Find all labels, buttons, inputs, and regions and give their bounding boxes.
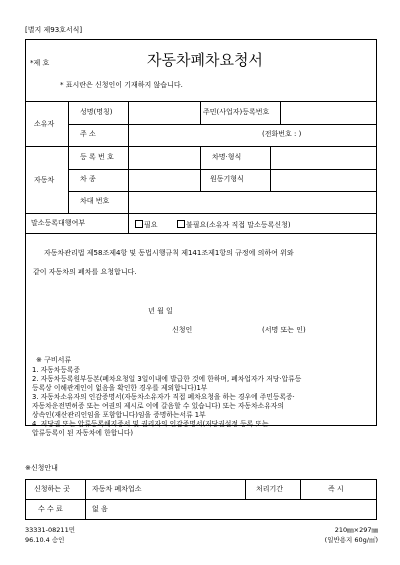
- period-value: 즉 시: [328, 485, 344, 493]
- fee-value: 없 음: [92, 505, 108, 513]
- checkbox-need[interactable]: [135, 220, 143, 228]
- note-text: * 표시란은 신청인이 기재하지 않습니다.: [60, 81, 183, 89]
- date-line: 년 월 일: [148, 307, 173, 315]
- period-label: 처리기간: [256, 485, 284, 493]
- number-label: *제 호: [30, 59, 50, 67]
- place-value: 자동차 폐차업소: [92, 485, 142, 493]
- doc-line-6: 상속인(재산관리인임을 포함합니다)임을 증명하는서류 1부: [32, 411, 206, 419]
- address-label: 주 소: [80, 130, 96, 138]
- fee-label: 수 수 료: [38, 505, 63, 513]
- docs-title: ※ 구비서류: [36, 356, 72, 364]
- car-type-label: 차 종: [80, 175, 96, 183]
- footer-code: 33331-08211민: [25, 526, 75, 534]
- doc-line-3: 등록상 이해관계인이 없음을 확인한 경우를 제외합니다)1부: [32, 384, 208, 392]
- motor-type-label: 원동기형식: [210, 175, 244, 183]
- signature-label: (서명 또는 인): [262, 326, 306, 334]
- cancel-agency-label: 말소등록대행여부: [31, 219, 86, 227]
- doc-line-5: 자동차운전면허증 또는 여권의 제시로 이에 갈음할 수 있습니다) 또는 자동차소유자의: [32, 402, 284, 410]
- reg-number-label: 주민(사업자)등록번호: [203, 108, 270, 116]
- footer-paper: (일반용지 60g/㎡): [324, 536, 378, 544]
- body-text-line-2: 같이 자동차의 폐차를 요청합니다.: [33, 268, 137, 276]
- name-label: 성명(명칭): [80, 108, 113, 116]
- doc-line-1: 1. 자동차등록증: [32, 366, 81, 374]
- owner-section-label: 소유자: [34, 120, 55, 128]
- phone-label: (전화번호 : ): [262, 130, 302, 138]
- option-need[interactable]: 필요: [135, 220, 158, 229]
- doc-line-8: 압류등록이 된 자동차에 한합니다): [32, 429, 134, 437]
- regno-label: 등 록 번 호: [80, 153, 114, 161]
- chassis-label: 차대 번호: [80, 197, 110, 205]
- guide-title: ※신청안내: [25, 464, 58, 472]
- vehicle-section-label: 자동차: [34, 176, 55, 184]
- footer-size: 210㎜×297㎜: [334, 526, 378, 534]
- doc-line-2: 2. 자동차등록원부등본(폐차요청일 3일이내에 발급한 것에 한하며, 폐차업자가 저당·압류등: [32, 375, 302, 383]
- form-code: [별지 제93호서식]: [25, 26, 83, 34]
- checkbox-no-need[interactable]: [177, 220, 185, 228]
- option-no-need[interactable]: 불필요(소유자 직접 말소등록신청): [177, 220, 291, 229]
- form-title: 자동차폐차요청서: [147, 51, 263, 69]
- body-text-line-1: 자동차관리법 제58조제4항 및 동법시행규칙 제141조제1항의 규정에 의하여 위와: [44, 249, 294, 257]
- place-label: 신청하는 곳: [34, 485, 71, 493]
- model-label: 차명·형식: [212, 153, 242, 161]
- doc-line-4: 3. 자동차소유자의 인감증명서(자동차소유자가 직접 폐차요청을 하는 경우에 주민등록증·: [32, 393, 295, 401]
- applicant-label: 신청인: [172, 326, 193, 334]
- doc-line-7: 4. 저당권 또는 압류등록해지증서 및 권리자의 인감증명서(저당권설정 등록 또는: [32, 420, 269, 428]
- footer-date: 96.10.4 승인: [25, 536, 65, 544]
